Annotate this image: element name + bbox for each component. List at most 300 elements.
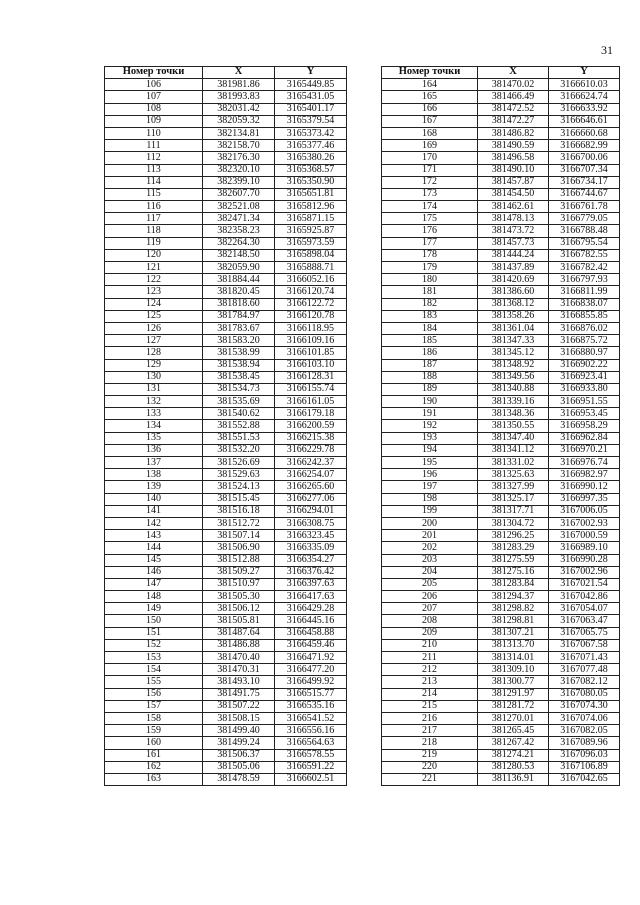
table-row bbox=[105, 249, 347, 261]
x-coordinate-cell: 381506.37 bbox=[203, 749, 275, 761]
x-coordinate-cell: 381307.21 bbox=[478, 627, 549, 639]
point-number-cell: 200 bbox=[382, 517, 478, 529]
point-number-cell: 173 bbox=[382, 188, 478, 200]
y-coordinate-cell: 3167077.48 bbox=[549, 664, 620, 676]
table-row bbox=[382, 676, 620, 688]
y-coordinate-cell: 3166242.37 bbox=[275, 457, 347, 469]
y-coordinate-cell: 3166876.02 bbox=[549, 322, 620, 334]
point-number-cell: 134 bbox=[105, 420, 203, 432]
y-coordinate-cell: 3166902.22 bbox=[549, 359, 620, 371]
x-coordinate-cell: 381358.26 bbox=[478, 310, 549, 322]
y-coordinate-cell: 3166797.93 bbox=[549, 274, 620, 286]
x-coordinate-cell: 381348.36 bbox=[478, 408, 549, 420]
y-coordinate-cell: 3165431.05 bbox=[275, 91, 347, 103]
table-row bbox=[382, 578, 620, 590]
table-header-row bbox=[382, 67, 620, 79]
x-coordinate-cell: 381454.50 bbox=[478, 188, 549, 200]
point-number-cell: 151 bbox=[105, 627, 203, 639]
header-y: Y bbox=[275, 67, 347, 79]
table-row bbox=[105, 725, 347, 737]
table-row bbox=[382, 615, 620, 627]
x-coordinate-cell: 381325.17 bbox=[478, 493, 549, 505]
y-coordinate-cell: 3166499.92 bbox=[275, 676, 347, 688]
table-row bbox=[382, 383, 620, 395]
point-number-cell: 153 bbox=[105, 652, 203, 664]
table-row bbox=[105, 176, 347, 188]
table-row bbox=[382, 700, 620, 712]
x-coordinate-cell: 381486.82 bbox=[478, 127, 549, 139]
y-coordinate-cell: 3166855.85 bbox=[549, 310, 620, 322]
table-row bbox=[382, 237, 620, 249]
table-row bbox=[382, 140, 620, 152]
table-row bbox=[382, 103, 620, 115]
x-coordinate-cell: 381275.16 bbox=[478, 566, 549, 578]
y-coordinate-cell: 3166397.63 bbox=[275, 578, 347, 590]
x-coordinate-cell: 381884.44 bbox=[203, 274, 275, 286]
point-number-cell: 171 bbox=[382, 164, 478, 176]
point-number-cell: 144 bbox=[105, 542, 203, 554]
y-coordinate-cell: 3166120.74 bbox=[275, 286, 347, 298]
y-coordinate-cell: 3166515.77 bbox=[275, 688, 347, 700]
point-number-cell: 167 bbox=[382, 115, 478, 127]
point-number-cell: 117 bbox=[105, 213, 203, 225]
y-coordinate-cell: 3166417.63 bbox=[275, 591, 347, 603]
x-coordinate-cell: 381317.71 bbox=[478, 505, 549, 517]
table-row bbox=[105, 408, 347, 420]
x-coordinate-cell: 381265.45 bbox=[478, 725, 549, 737]
coordinates-table-right bbox=[381, 66, 620, 786]
table-row bbox=[105, 140, 347, 152]
point-number-cell: 155 bbox=[105, 676, 203, 688]
x-coordinate-cell: 381298.81 bbox=[478, 615, 549, 627]
x-coordinate-cell: 381478.59 bbox=[203, 773, 275, 785]
x-coordinate-cell: 381538.99 bbox=[203, 347, 275, 359]
table-row bbox=[382, 554, 620, 566]
y-coordinate-cell: 3166707.34 bbox=[549, 164, 620, 176]
table-row bbox=[105, 554, 347, 566]
x-coordinate-cell: 381524.13 bbox=[203, 481, 275, 493]
x-coordinate-cell: 381506.90 bbox=[203, 542, 275, 554]
x-coordinate-cell: 381526.69 bbox=[203, 457, 275, 469]
y-coordinate-cell: 3167042.65 bbox=[549, 773, 620, 785]
table-row bbox=[382, 639, 620, 651]
y-coordinate-cell: 3166976.74 bbox=[549, 457, 620, 469]
table-row bbox=[105, 773, 347, 785]
y-coordinate-cell: 3166335.09 bbox=[275, 542, 347, 554]
x-coordinate-cell: 381294.37 bbox=[478, 591, 549, 603]
table-row bbox=[105, 578, 347, 590]
point-number-cell: 212 bbox=[382, 664, 478, 676]
x-coordinate-cell: 381490.10 bbox=[478, 164, 549, 176]
y-coordinate-cell: 3167082.12 bbox=[549, 676, 620, 688]
y-coordinate-cell: 3165812.96 bbox=[275, 201, 347, 213]
table-row bbox=[105, 225, 347, 237]
table-row bbox=[105, 444, 347, 456]
point-number-cell: 127 bbox=[105, 335, 203, 347]
x-coordinate-cell: 382148.50 bbox=[203, 249, 275, 261]
point-number-cell: 159 bbox=[105, 725, 203, 737]
table-row bbox=[382, 761, 620, 773]
table-row bbox=[105, 164, 347, 176]
x-coordinate-cell: 381493.10 bbox=[203, 676, 275, 688]
point-number-cell: 145 bbox=[105, 554, 203, 566]
point-number-cell: 206 bbox=[382, 591, 478, 603]
point-number-cell: 110 bbox=[105, 127, 203, 139]
y-coordinate-cell: 3166459.46 bbox=[275, 639, 347, 651]
point-number-cell: 186 bbox=[382, 347, 478, 359]
y-coordinate-cell: 3166541.52 bbox=[275, 712, 347, 724]
x-coordinate-cell: 381993.83 bbox=[203, 91, 275, 103]
x-coordinate-cell: 381538.94 bbox=[203, 359, 275, 371]
x-coordinate-cell: 381508.15 bbox=[203, 712, 275, 724]
point-number-cell: 189 bbox=[382, 383, 478, 395]
x-coordinate-cell: 382134.81 bbox=[203, 127, 275, 139]
point-number-cell: 210 bbox=[382, 639, 478, 651]
x-coordinate-cell: 381309.10 bbox=[478, 664, 549, 676]
point-number-cell: 115 bbox=[105, 188, 203, 200]
y-coordinate-cell: 3166254.07 bbox=[275, 469, 347, 481]
x-coordinate-cell: 382031.42 bbox=[203, 103, 275, 115]
x-coordinate-cell: 381457.73 bbox=[478, 237, 549, 249]
y-coordinate-cell: 3165898.04 bbox=[275, 249, 347, 261]
point-number-cell: 143 bbox=[105, 530, 203, 542]
point-number-cell: 106 bbox=[105, 79, 203, 91]
y-coordinate-cell: 3166880.97 bbox=[549, 347, 620, 359]
y-coordinate-cell: 3166564.63 bbox=[275, 737, 347, 749]
y-coordinate-cell: 3167042.86 bbox=[549, 591, 620, 603]
y-coordinate-cell: 3165380.26 bbox=[275, 152, 347, 164]
x-coordinate-cell: 381274.21 bbox=[478, 749, 549, 761]
x-coordinate-cell: 381472.52 bbox=[478, 103, 549, 115]
table-row bbox=[105, 115, 347, 127]
table-row bbox=[382, 249, 620, 261]
table-row bbox=[105, 298, 347, 310]
table-row bbox=[382, 688, 620, 700]
point-number-cell: 161 bbox=[105, 749, 203, 761]
point-number-cell: 181 bbox=[382, 286, 478, 298]
table-row bbox=[382, 79, 620, 91]
point-number-cell: 217 bbox=[382, 725, 478, 737]
point-number-cell: 148 bbox=[105, 591, 203, 603]
y-coordinate-cell: 3166923.41 bbox=[549, 371, 620, 383]
y-coordinate-cell: 3167089.96 bbox=[549, 737, 620, 749]
y-coordinate-cell: 3166103.10 bbox=[275, 359, 347, 371]
table-row bbox=[105, 493, 347, 505]
point-number-cell: 196 bbox=[382, 469, 478, 481]
table-row bbox=[382, 530, 620, 542]
y-coordinate-cell: 3166779.05 bbox=[549, 213, 620, 225]
y-coordinate-cell: 3166294.01 bbox=[275, 505, 347, 517]
point-number-cell: 192 bbox=[382, 420, 478, 432]
y-coordinate-cell: 3166376.42 bbox=[275, 566, 347, 578]
point-number-cell: 180 bbox=[382, 274, 478, 286]
point-number-cell: 154 bbox=[105, 664, 203, 676]
y-coordinate-cell: 3166990.28 bbox=[549, 554, 620, 566]
point-number-cell: 165 bbox=[382, 91, 478, 103]
table-row bbox=[105, 749, 347, 761]
table-row bbox=[382, 469, 620, 481]
x-coordinate-cell: 381534.73 bbox=[203, 383, 275, 395]
x-coordinate-cell: 381386.60 bbox=[478, 286, 549, 298]
point-number-cell: 179 bbox=[382, 262, 478, 274]
point-number-cell: 121 bbox=[105, 262, 203, 274]
y-coordinate-cell: 3165368.57 bbox=[275, 164, 347, 176]
table-row bbox=[105, 359, 347, 371]
point-number-cell: 177 bbox=[382, 237, 478, 249]
x-coordinate-cell: 381420.69 bbox=[478, 274, 549, 286]
point-number-cell: 122 bbox=[105, 274, 203, 286]
table-row bbox=[382, 749, 620, 761]
y-coordinate-cell: 3166477.20 bbox=[275, 664, 347, 676]
table-row bbox=[382, 201, 620, 213]
point-number-cell: 142 bbox=[105, 517, 203, 529]
point-number-cell: 146 bbox=[105, 566, 203, 578]
table-row bbox=[105, 237, 347, 249]
x-coordinate-cell: 381283.84 bbox=[478, 578, 549, 590]
y-coordinate-cell: 3167071.43 bbox=[549, 652, 620, 664]
table-row bbox=[382, 188, 620, 200]
point-number-cell: 166 bbox=[382, 103, 478, 115]
point-number-cell: 188 bbox=[382, 371, 478, 383]
table-row bbox=[105, 396, 347, 408]
x-coordinate-cell: 381818.60 bbox=[203, 298, 275, 310]
x-coordinate-cell: 381296.25 bbox=[478, 530, 549, 542]
point-number-cell: 187 bbox=[382, 359, 478, 371]
point-number-cell: 156 bbox=[105, 688, 203, 700]
table-row bbox=[382, 225, 620, 237]
table-row bbox=[382, 152, 620, 164]
point-number-cell: 194 bbox=[382, 444, 478, 456]
table-row bbox=[382, 493, 620, 505]
point-number-cell: 199 bbox=[382, 505, 478, 517]
table-row bbox=[382, 408, 620, 420]
x-coordinate-cell: 381538.45 bbox=[203, 371, 275, 383]
x-coordinate-cell: 381472.27 bbox=[478, 115, 549, 127]
y-coordinate-cell: 3167002.96 bbox=[549, 566, 620, 578]
y-coordinate-cell: 3166229.78 bbox=[275, 444, 347, 456]
x-coordinate-cell: 381291.97 bbox=[478, 688, 549, 700]
table-row bbox=[105, 127, 347, 139]
x-coordinate-cell: 381784.97 bbox=[203, 310, 275, 322]
table-row bbox=[382, 262, 620, 274]
y-coordinate-cell: 3167054.07 bbox=[549, 603, 620, 615]
x-coordinate-cell: 382399.10 bbox=[203, 176, 275, 188]
y-coordinate-cell: 3166179.18 bbox=[275, 408, 347, 420]
y-coordinate-cell: 3167082.05 bbox=[549, 725, 620, 737]
y-coordinate-cell: 3166875.72 bbox=[549, 335, 620, 347]
point-number-cell: 158 bbox=[105, 712, 203, 724]
x-coordinate-cell: 381491.75 bbox=[203, 688, 275, 700]
y-coordinate-cell: 3167096.03 bbox=[549, 749, 620, 761]
y-coordinate-cell: 3166660.68 bbox=[549, 127, 620, 139]
y-coordinate-cell: 3166602.51 bbox=[275, 773, 347, 785]
x-coordinate-cell: 382320.10 bbox=[203, 164, 275, 176]
point-number-cell: 116 bbox=[105, 201, 203, 213]
point-number-cell: 157 bbox=[105, 700, 203, 712]
y-coordinate-cell: 3166471.92 bbox=[275, 652, 347, 664]
x-coordinate-cell: 381280.53 bbox=[478, 761, 549, 773]
y-coordinate-cell: 3166734.17 bbox=[549, 176, 620, 188]
x-coordinate-cell: 382264.30 bbox=[203, 237, 275, 249]
y-coordinate-cell: 3166591.22 bbox=[275, 761, 347, 773]
table-row bbox=[105, 310, 347, 322]
x-coordinate-cell: 381512.88 bbox=[203, 554, 275, 566]
point-number-cell: 204 bbox=[382, 566, 478, 578]
y-coordinate-cell: 3166323.45 bbox=[275, 530, 347, 542]
point-number-cell: 175 bbox=[382, 213, 478, 225]
x-coordinate-cell: 381487.64 bbox=[203, 627, 275, 639]
y-coordinate-cell: 3166633.92 bbox=[549, 103, 620, 115]
table-row bbox=[105, 481, 347, 493]
header-x: X bbox=[478, 67, 549, 79]
point-number-cell: 130 bbox=[105, 371, 203, 383]
y-coordinate-cell: 3166970.21 bbox=[549, 444, 620, 456]
y-coordinate-cell: 3165449.85 bbox=[275, 79, 347, 91]
table-row bbox=[105, 688, 347, 700]
y-coordinate-cell: 3166646.61 bbox=[549, 115, 620, 127]
point-number-cell: 191 bbox=[382, 408, 478, 420]
y-coordinate-cell: 3165973.59 bbox=[275, 237, 347, 249]
point-number-cell: 174 bbox=[382, 201, 478, 213]
x-coordinate-cell: 381515.45 bbox=[203, 493, 275, 505]
x-coordinate-cell: 381361.04 bbox=[478, 322, 549, 334]
point-number-cell: 131 bbox=[105, 383, 203, 395]
point-number-cell: 183 bbox=[382, 310, 478, 322]
y-coordinate-cell: 3166120.78 bbox=[275, 310, 347, 322]
y-coordinate-cell: 3167074.06 bbox=[549, 712, 620, 724]
point-number-cell: 114 bbox=[105, 176, 203, 188]
point-number-cell: 149 bbox=[105, 603, 203, 615]
y-coordinate-cell: 3166052.16 bbox=[275, 274, 347, 286]
table-row bbox=[105, 103, 347, 115]
table-row bbox=[382, 359, 620, 371]
table-row bbox=[382, 725, 620, 737]
x-coordinate-cell: 381510.97 bbox=[203, 578, 275, 590]
table-row bbox=[382, 420, 620, 432]
point-number-cell: 135 bbox=[105, 432, 203, 444]
point-number-cell: 172 bbox=[382, 176, 478, 188]
y-coordinate-cell: 3166951.55 bbox=[549, 396, 620, 408]
table-row bbox=[105, 530, 347, 542]
y-coordinate-cell: 3166838.07 bbox=[549, 298, 620, 310]
x-coordinate-cell: 381470.02 bbox=[478, 79, 549, 91]
table-row bbox=[105, 213, 347, 225]
x-coordinate-cell: 381496.58 bbox=[478, 152, 549, 164]
x-coordinate-cell: 381304.72 bbox=[478, 517, 549, 529]
table-row bbox=[105, 664, 347, 676]
point-number-cell: 197 bbox=[382, 481, 478, 493]
x-coordinate-cell: 381516.18 bbox=[203, 505, 275, 517]
point-number-cell: 211 bbox=[382, 652, 478, 664]
y-coordinate-cell: 3167002.93 bbox=[549, 517, 620, 529]
x-coordinate-cell: 381327.99 bbox=[478, 481, 549, 493]
y-coordinate-cell: 3166933.80 bbox=[549, 383, 620, 395]
y-coordinate-cell: 3166429.28 bbox=[275, 603, 347, 615]
x-coordinate-cell: 381473.72 bbox=[478, 225, 549, 237]
y-coordinate-cell: 3165925.87 bbox=[275, 225, 347, 237]
point-number-cell: 150 bbox=[105, 615, 203, 627]
point-number-cell: 195 bbox=[382, 457, 478, 469]
x-coordinate-cell: 381325.63 bbox=[478, 469, 549, 481]
point-number-cell: 136 bbox=[105, 444, 203, 456]
x-coordinate-cell: 381339.16 bbox=[478, 396, 549, 408]
x-coordinate-cell: 381267.42 bbox=[478, 737, 549, 749]
point-number-cell: 111 bbox=[105, 140, 203, 152]
y-coordinate-cell: 3166308.75 bbox=[275, 517, 347, 529]
table-row bbox=[105, 371, 347, 383]
y-coordinate-cell: 3166200.59 bbox=[275, 420, 347, 432]
table-row bbox=[382, 432, 620, 444]
table-row bbox=[382, 542, 620, 554]
point-number-cell: 109 bbox=[105, 115, 203, 127]
x-coordinate-cell: 381507.22 bbox=[203, 700, 275, 712]
table-row bbox=[382, 347, 620, 359]
table-row bbox=[382, 286, 620, 298]
y-coordinate-cell: 3166610.03 bbox=[549, 79, 620, 91]
x-coordinate-cell: 381350.55 bbox=[478, 420, 549, 432]
point-number-cell: 123 bbox=[105, 286, 203, 298]
y-coordinate-cell: 3165888.71 bbox=[275, 262, 347, 274]
x-coordinate-cell: 381535.69 bbox=[203, 396, 275, 408]
x-coordinate-cell: 381820.45 bbox=[203, 286, 275, 298]
x-coordinate-cell: 381283.29 bbox=[478, 542, 549, 554]
table-row bbox=[382, 457, 620, 469]
x-coordinate-cell: 381275.59 bbox=[478, 554, 549, 566]
header-y: Y bbox=[549, 67, 620, 79]
point-number-cell: 137 bbox=[105, 457, 203, 469]
y-coordinate-cell: 3166782.55 bbox=[549, 249, 620, 261]
table-row bbox=[105, 457, 347, 469]
y-coordinate-cell: 3166997.35 bbox=[549, 493, 620, 505]
y-coordinate-cell: 3166128.31 bbox=[275, 371, 347, 383]
table-row bbox=[382, 481, 620, 493]
table-row bbox=[105, 347, 347, 359]
table-row bbox=[105, 505, 347, 517]
table-row bbox=[105, 712, 347, 724]
table-row bbox=[382, 371, 620, 383]
table-row bbox=[105, 652, 347, 664]
x-coordinate-cell: 381349.56 bbox=[478, 371, 549, 383]
y-coordinate-cell: 3166782.42 bbox=[549, 262, 620, 274]
point-number-cell: 126 bbox=[105, 322, 203, 334]
x-coordinate-cell: 381540.62 bbox=[203, 408, 275, 420]
point-number-cell: 170 bbox=[382, 152, 478, 164]
y-coordinate-cell: 3166556.16 bbox=[275, 725, 347, 737]
x-coordinate-cell: 381347.33 bbox=[478, 335, 549, 347]
y-coordinate-cell: 3166795.54 bbox=[549, 237, 620, 249]
x-coordinate-cell: 381462.61 bbox=[478, 201, 549, 213]
point-number-cell: 112 bbox=[105, 152, 203, 164]
point-number-cell: 182 bbox=[382, 298, 478, 310]
y-coordinate-cell: 3167021.54 bbox=[549, 578, 620, 590]
x-coordinate-cell: 381270.01 bbox=[478, 712, 549, 724]
y-coordinate-cell: 3166458.88 bbox=[275, 627, 347, 639]
table-row bbox=[382, 566, 620, 578]
point-number-cell: 152 bbox=[105, 639, 203, 651]
x-coordinate-cell: 381470.40 bbox=[203, 652, 275, 664]
table-row bbox=[105, 91, 347, 103]
y-coordinate-cell: 3165401.17 bbox=[275, 103, 347, 115]
x-coordinate-cell: 381136.91 bbox=[478, 773, 549, 785]
y-coordinate-cell: 3166354.27 bbox=[275, 554, 347, 566]
x-coordinate-cell: 382059.32 bbox=[203, 115, 275, 127]
x-coordinate-cell: 381506.12 bbox=[203, 603, 275, 615]
x-coordinate-cell: 382176.30 bbox=[203, 152, 275, 164]
point-number-cell: 208 bbox=[382, 615, 478, 627]
point-number-cell: 141 bbox=[105, 505, 203, 517]
point-number-cell: 213 bbox=[382, 676, 478, 688]
point-number-cell: 128 bbox=[105, 347, 203, 359]
